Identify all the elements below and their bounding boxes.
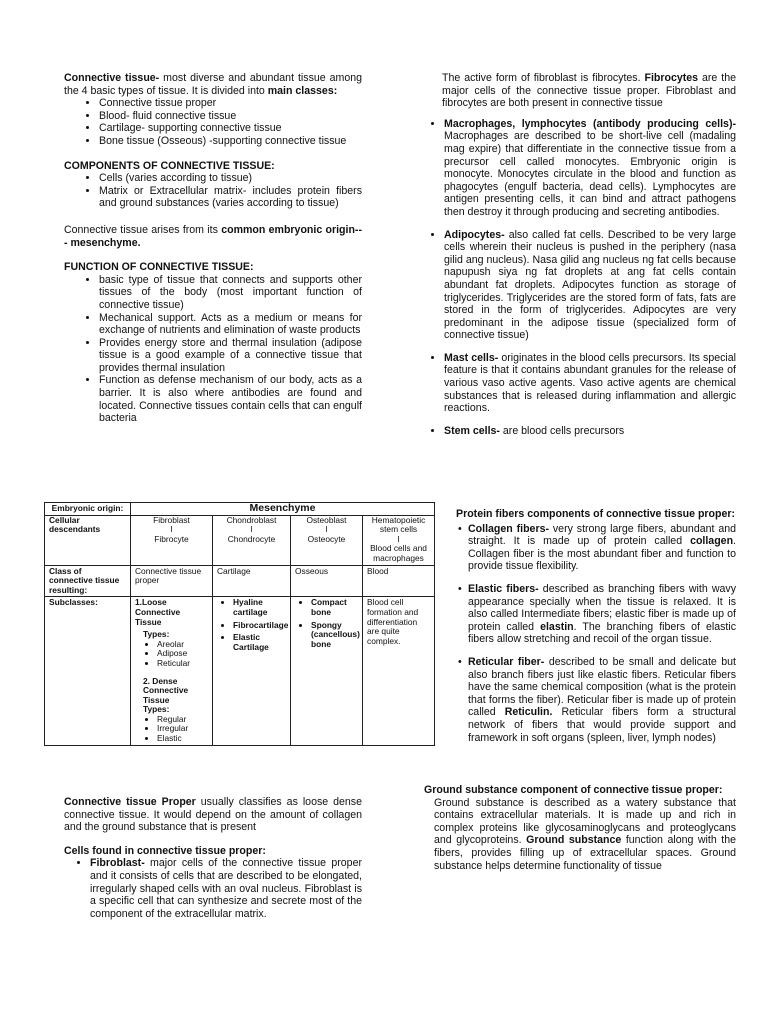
classes-list xyxy=(64,97,362,147)
mast-label: Mast cells- xyxy=(444,351,499,364)
fibrocyte-text-2: are the major cells of the connective tissue proper. Fibroblast and fibrocytes are both present in connective tissue xyxy=(442,72,736,110)
list-item: • Reticular xyxy=(157,659,208,669)
types-label: Types: xyxy=(143,704,170,715)
intro-text: most diverse and abundant tissue among the 4 basic types of tissue. It is divided into xyxy=(64,72,362,97)
collagen-text: very strong large fibers, abundant and straight. It is made up of protein called xyxy=(468,522,736,548)
origin-paragraph xyxy=(64,224,362,249)
table-row xyxy=(45,515,435,565)
list-item: • Elastic xyxy=(157,734,208,744)
list-item xyxy=(90,857,362,920)
list-item: • Bone tissue (Osseous) -supporting connective tissue xyxy=(99,135,362,148)
list-item: • Cartilage- supporting connective tissue xyxy=(99,122,362,135)
origin-text: Connective tissue arises from its xyxy=(64,223,222,236)
list-item: • Irregular xyxy=(157,724,208,734)
collagen-bold: collagen xyxy=(690,535,734,548)
list-item: • Regular xyxy=(157,715,208,725)
adipo-text: also called fat cells. Described to be very large cells wherein their nucleus is pushed in the periphery (nasa gilid ang nucleus). Nasa gilid ang nucleus ng fat cells because napupush siya ng fat droplets at ang fat cells contain abundant fat droplets. Adipocytes function as storage of triglycerides. Triglycerides are the stored form of fats, fats are stored in the form of triglycerides. Adipocytes are very predominant in the adipose tissue (specialized form of connective tissue) xyxy=(444,228,736,342)
list-item xyxy=(444,352,736,415)
class-cell: Cartilage xyxy=(213,565,291,597)
ground-section xyxy=(424,784,736,872)
embryonic-origin-label: Embryonic origin: xyxy=(45,503,131,516)
left-column xyxy=(64,72,362,425)
list-item: • Areolar xyxy=(157,640,208,650)
list-item xyxy=(444,229,736,342)
proper-text: usually classifies as loose dense connective tissue. It would depend on the amount of collagen and the ground substance that is present xyxy=(64,796,362,834)
macro-text: Macrophages are described to be short-live cell (madaling mag expire) that differentiate in the connective tissue from a precursor cell called monocytes. Embryonic origin is monocyte. Monocytes circulate in the blood and function as phagocytes (engulf bacteria, dead cells). Lymphocytes are antigen presenting cells, it can bind and attract pathogens then destroy it through producing and secreting antibodies. xyxy=(444,130,736,218)
descendant-cell: Hematopoietic stem cells I Blood cells and macrophages xyxy=(363,515,435,565)
descendant-cell: Osteoblast I Osteocyte xyxy=(291,515,363,565)
ground-bold: Ground substance xyxy=(526,834,622,847)
list-item: • Fibrocartilage xyxy=(233,621,286,631)
elastic-text: described as branching fibers with wavy appearance specially when the tissue is relaxed. It is also called Intermediate fibers; elastic fiber is made up of protein called xyxy=(468,582,736,633)
dense-title: 2. Dense Connective Tissue xyxy=(143,675,189,705)
ground-text: Ground substance is described as a watery substance that contains extracellular materials. It is made up and rich in complex proteins like glycosaminoglycans and proteoglycans and glycoproteins. xyxy=(434,796,736,847)
stem-label: Stem cells- xyxy=(444,424,500,437)
mast-text: originates in the blood cells precursors. Its special feature is that it contains abundant granules for the release of various vaso active agents. Vaso active agents are chemical substances that is released during inflammation and allergic reactions. xyxy=(444,351,736,415)
list-item: • Matrix or Extracellular matrix- includes protein fibers and ground substances (varies according to tissue) xyxy=(99,185,362,210)
list-item: • Mechanical support. Acts as a medium or means for exchange of nutrients and elimination of waste products xyxy=(99,312,362,337)
mesenchyme-table xyxy=(44,502,435,746)
types-label: Types: xyxy=(143,629,170,640)
intro-title: Connective tissue- xyxy=(64,72,160,84)
cellular-descendants-label: Cellular descendants xyxy=(45,515,131,565)
list-item: • Function as defense mechanism of our body, acts as a barrier. It is also where antibodies are found and located. Connective tissues contain cells that can engulf bacteria xyxy=(99,374,362,424)
table-row xyxy=(45,565,435,597)
list-item xyxy=(468,523,736,573)
adipo-label: Adipocytes- xyxy=(444,228,505,241)
list-item: • Blood- fluid connective tissue xyxy=(99,110,362,123)
reticular-bold: Reticulin. xyxy=(504,706,553,719)
cartilage-subclasses-cell xyxy=(213,597,291,745)
intro-paragraph xyxy=(64,72,362,97)
cells-heading: Cells found in connective tissue proper: xyxy=(64,844,266,857)
origin-bold: common embryonic origin--- mesenchyme. xyxy=(64,223,362,249)
reticular-text: described to be small and delicate but also branch fibers just like elastic fibers. Reticular fibers have the same chemical composition (what is the protein that forms the fiber). Reticular fiber is made up of protein called xyxy=(468,655,737,719)
list-item xyxy=(468,583,736,646)
list-item: • Cells (varies according to tissue) xyxy=(99,172,362,185)
osseous-subclasses-cell xyxy=(291,597,363,745)
list-item xyxy=(444,118,736,219)
components-heading: COMPONENTS OF CONNECTIVE TISSUE: xyxy=(64,159,275,172)
list-item: • Elastic Cartilage xyxy=(233,633,286,652)
list-item: • basic type of tissue that connects and supports other tissues of the body (most important function of connective tissue) xyxy=(99,274,362,312)
elastic-text-2: . The branching fibers of elastic fibers allow stretching and recoil of the organ tissue. xyxy=(468,620,736,646)
reticular-label: Reticular fiber- xyxy=(468,655,545,668)
blood-subclasses-cell: Blood cell formation and differentiation are quite complex. xyxy=(363,597,435,745)
list-item: • Provides energy store and thermal insulation (adipose tissue is a good example of a connective tissue that provides thermal insulation xyxy=(99,337,362,375)
descendant-cell: Fibroblast I Fibrocyte xyxy=(131,515,213,565)
components-list xyxy=(64,172,362,210)
ground-paragraph xyxy=(424,797,736,873)
cartilage-list xyxy=(217,597,289,652)
class-cell: Connective tissue proper xyxy=(131,565,213,597)
stem-text: are blood cells precursors xyxy=(499,424,625,437)
list-item xyxy=(444,425,736,438)
fibrocyte-text: The active form of fibroblast is fibrocytes. xyxy=(442,72,645,84)
list-item xyxy=(468,656,736,744)
proper-bold: Connective tissue Proper xyxy=(64,796,196,808)
function-heading: FUNCTION OF CONNECTIVE TISSUE: xyxy=(64,261,254,274)
proper-paragraph xyxy=(64,796,362,834)
subclasses-label: Subclasses: xyxy=(45,597,131,745)
fibrocyte-bold: Fibrocytes xyxy=(644,72,699,84)
loose-title: 1.Loose Connective Tissue xyxy=(135,597,181,627)
reticular-text-2: Reticular fibers form a structural network of fibers that would provide support and framework in soft organs (spleen, liver, lymph nodes) xyxy=(468,706,736,744)
protein-list xyxy=(456,523,736,745)
loose-types-list xyxy=(135,640,208,669)
fibrocyte-paragraph xyxy=(418,72,736,110)
list-item: • Adipose xyxy=(157,649,208,659)
class-label: Class of connective tissue resulting: xyxy=(45,565,131,597)
function-list xyxy=(64,274,362,425)
list-item: • Hyaline cartilage xyxy=(233,598,286,617)
collagen-text-2: . Collagen fiber is the most abundant fiber and function to provide tissue flexibility. xyxy=(468,535,736,573)
osseous-list xyxy=(295,598,358,649)
ground-heading: Ground substance component of connective tissue proper: xyxy=(424,784,723,796)
list-item: • Connective tissue proper xyxy=(99,97,362,110)
descendant-cell: Chondroblast I Chondrocyte xyxy=(213,515,291,565)
right-column xyxy=(418,72,736,437)
elastic-label: Elastic fibers- xyxy=(468,582,539,595)
fibroblast-label: Fibroblast- xyxy=(90,857,145,870)
fibroblast-text: major cells of the connective tissue proper and it consists of cells that are described to be elongated, irregularly shaped cells with an oval nucleus. Fibroblast is a specific cell that can synthesize and secrete most of the component of the extracellular matrix. xyxy=(90,857,362,920)
cells-list xyxy=(64,857,362,920)
class-cell: Osseous xyxy=(291,565,363,597)
main-classes-label: main classes: xyxy=(267,84,338,97)
list-item: • Spongy (cancellous) bone xyxy=(311,621,358,650)
dense-types-list xyxy=(135,715,208,744)
protein-section xyxy=(456,508,736,744)
proper-subclasses-cell xyxy=(131,597,213,745)
class-cell: Blood xyxy=(363,565,435,597)
protein-heading: Protein fibers components of connective tissue proper: xyxy=(456,508,736,520)
ground-text-2: function along with the fibers, provides filling up of extracellular spaces. Ground substance helps determine functionality of tissue xyxy=(434,834,736,872)
proper-section xyxy=(64,796,362,920)
elastic-bold: elastin xyxy=(540,620,574,633)
mesenchyme-cell: Mesenchyme xyxy=(131,503,435,516)
table-row xyxy=(45,597,435,745)
macro-label: Macrophages, lymphocytes (antibody producing cells)- xyxy=(444,117,736,130)
right-cells-list xyxy=(418,118,736,438)
collagen-label: Collagen fibers- xyxy=(468,522,549,535)
table-row xyxy=(45,503,435,516)
list-item: • Compact bone xyxy=(311,598,358,617)
